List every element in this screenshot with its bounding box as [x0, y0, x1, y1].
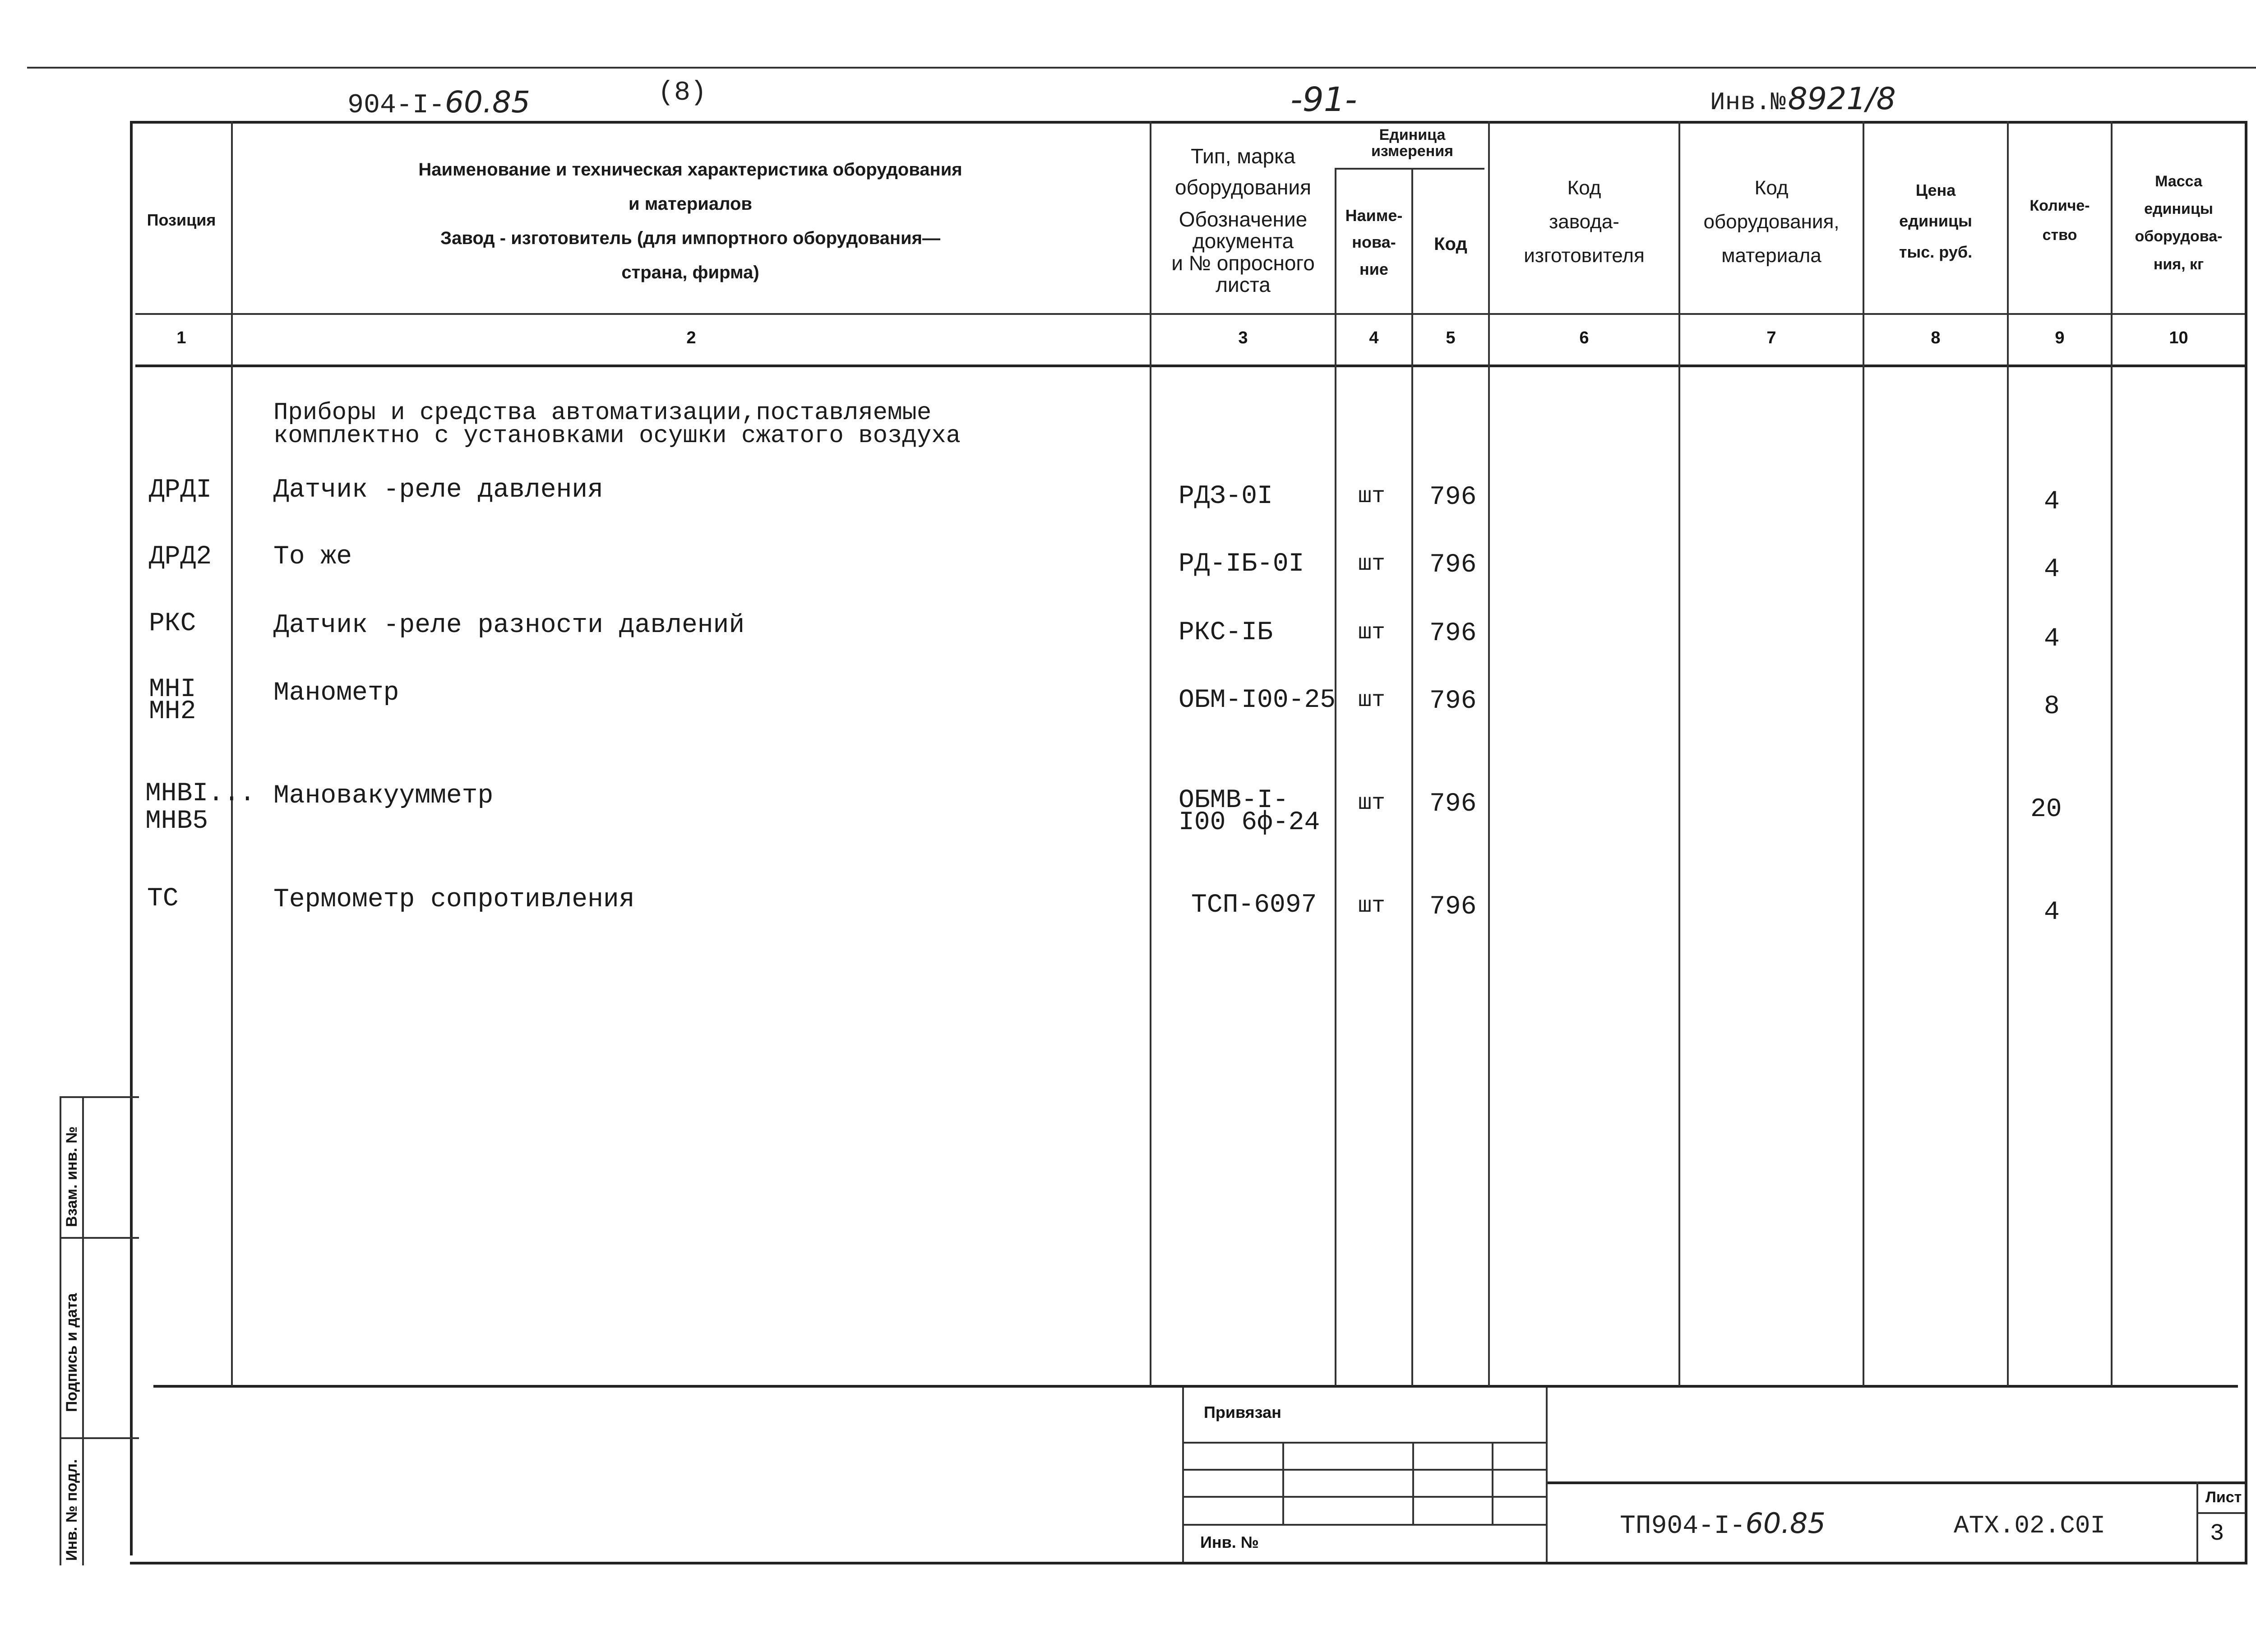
- row-name: Датчик -реле разности давлений: [273, 611, 745, 640]
- top-doc-number: [347, 85, 530, 121]
- row-code: 796: [1429, 892, 1477, 922]
- column-number-7: 7: [1766, 328, 1776, 347]
- header-document-designation: Обозначение документа и № опросного листа: [1171, 208, 1315, 296]
- header-unit-code: Код: [1434, 234, 1467, 254]
- bottom-doc-number-typed: ТП904-I-: [1620, 1512, 1746, 1541]
- side-stamp-signature-date: Подпись и дата: [63, 1293, 80, 1412]
- column-number-5: 5: [1446, 328, 1456, 347]
- row-code: 796: [1429, 789, 1477, 819]
- header-unit-price: Цена единицы тыс. руб.: [1899, 181, 1973, 261]
- row-type: РДЗ-0I: [1179, 482, 1273, 511]
- row-type: ОБМ-I00-25: [1179, 686, 1336, 715]
- side-stamp-replaced-inv: Взам. инв. №: [63, 1126, 80, 1227]
- row-unit: шт: [1358, 551, 1386, 577]
- row-unit: шт: [1358, 790, 1386, 816]
- row-unit: шт: [1358, 893, 1386, 919]
- bottom-sheet-code: АТХ.02.С0I: [1954, 1511, 2106, 1540]
- row-quantity: 4: [2044, 898, 2060, 927]
- column-number-8: 8: [1931, 328, 1941, 347]
- row-unit: шт: [1358, 620, 1386, 646]
- row-position: ДРД2: [149, 542, 212, 572]
- row-position: ТС: [147, 884, 179, 914]
- column-number-9: 9: [2055, 328, 2065, 347]
- header-unit-mass: Масса единицы оборудова- ния, кг: [2135, 173, 2223, 273]
- top-page-number: -91-: [1290, 80, 1357, 119]
- row-type: РКС-IБ: [1179, 618, 1273, 647]
- top-inv-number: 8921/8: [1788, 81, 1896, 117]
- column-number-4: 4: [1369, 328, 1379, 347]
- row-quantity: 4: [2044, 624, 2060, 654]
- row-type: ОБМВ-I- I00 6ф-24: [1179, 786, 1320, 838]
- bottom-inventory-label: Инв. №: [1200, 1533, 1259, 1551]
- row-code: 796: [1429, 550, 1477, 580]
- header-position: Позиция: [147, 211, 216, 229]
- row-type: РД-IБ-0I: [1179, 549, 1304, 579]
- header-type-mark: Тип, марка оборудования: [1175, 144, 1311, 199]
- column-number-3: 3: [1238, 328, 1248, 347]
- row-type: ТСП-6097: [1191, 891, 1317, 920]
- row-quantity: 20: [2030, 795, 2062, 824]
- row-quantity: 4: [2044, 487, 2060, 517]
- row-unit: шт: [1358, 688, 1386, 713]
- header-manufacturer-code: Код завода- изготовителя: [1524, 177, 1645, 267]
- row-code: 796: [1429, 687, 1477, 716]
- column-number-10: 10: [2169, 328, 2188, 347]
- row-code: 796: [1429, 619, 1477, 648]
- row-name: То же: [273, 542, 352, 572]
- bottom-sheet-label: Лист: [2205, 1489, 2242, 1506]
- row-name: Манометр: [273, 678, 399, 708]
- row-name: Термометр сопротивления: [273, 885, 635, 914]
- section-title: Приборы и средства автоматизации,поставляемые комплектно с установками осушки сжатого воздуха: [273, 399, 961, 450]
- top-doc-number-hand: 60.85: [445, 85, 530, 120]
- row-name: Датчик -реле давления: [273, 475, 603, 505]
- column-number-2: 2: [686, 328, 696, 347]
- row-name: Мановакуумметр: [273, 781, 494, 811]
- top-sheet-code: (8): [658, 78, 707, 108]
- header-unit-name: Наиме- нова- ние: [1345, 206, 1403, 278]
- row-code: 796: [1429, 483, 1477, 512]
- side-stamp-original-inv: Инв. № подл.: [63, 1459, 80, 1561]
- column-number-1: 1: [176, 328, 186, 347]
- bottom-sheet-number: 3: [2210, 1520, 2224, 1547]
- bottom-doc-number-hand: 60.85: [1745, 1507, 1826, 1540]
- row-position: МНI МН2: [149, 675, 196, 727]
- column-number-6: 6: [1579, 328, 1589, 347]
- bottom-doc-number: [1620, 1507, 1826, 1541]
- row-unit: шт: [1358, 484, 1386, 509]
- header-name-description: Наименование и техническая характеристика оборудования и материалов Завод - изготовитель (для импортного оборудования— страна, фирма): [418, 160, 962, 282]
- row-position: ДРДI: [149, 475, 212, 505]
- row-quantity: 4: [2044, 555, 2060, 584]
- bottom-attached-label: Привязан: [1204, 1403, 1281, 1421]
- header-unit-group: Единица измерения: [1371, 126, 1453, 160]
- row-position: РКС: [149, 609, 196, 638]
- header-equipment-code: Код оборудования, материала: [1703, 177, 1840, 267]
- row-position: МНВI... МНВ5: [145, 779, 255, 836]
- top-inv-label: Инв.№: [1710, 88, 1786, 117]
- top-doc-number-typed: 904-I-: [347, 90, 445, 121]
- header-quantity: Количе- ство: [2029, 197, 2090, 244]
- top-inventory: [1710, 81, 1896, 117]
- row-quantity: 8: [2044, 692, 2060, 721]
